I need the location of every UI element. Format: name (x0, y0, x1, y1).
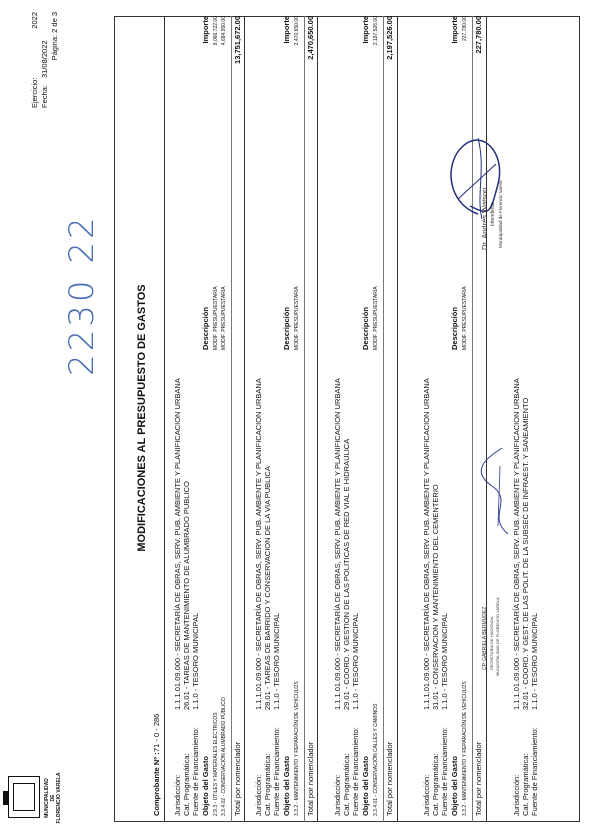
importe-item: 2,470,650.00 (294, 16, 300, 46)
fuente-value: 1.1.0 - TESORO MUNICIPAL (440, 612, 449, 710)
importe-item: 227,780.00 (462, 16, 468, 42)
fuente-label: Fuente de Financiamiento: (191, 727, 200, 816)
jurisdiccion-label: Jurisdicción: (254, 774, 263, 816)
jurisdiccion-label: Jurisdicción: (333, 774, 342, 816)
importe-header: Importe (282, 16, 291, 44)
jurisdiccion-value: 1.1.1.01.09.000 - SECRETARÍA DE OBRAS, SERV. PUB. AMBIENTE Y PLANIFICACION URBANA (254, 378, 263, 710)
fuente-value: 1.1.0 - TESORO MUNICIPAL (530, 612, 539, 710)
jurisdiccion-label: Jurisdicción: (512, 774, 521, 816)
total-label: Total por nomenclador (306, 741, 315, 816)
cat-programatica-value: 28.01 - TAREAS DE BARRIDO Y CONSERVACION DE LA VIA PUBLICA (263, 466, 272, 710)
importe-header: Importe (361, 16, 370, 44)
municipal-logo-icon (8, 776, 40, 818)
comprobante-label: Comprobante Nº : (152, 752, 161, 816)
objeto-header: Objeto del Gasto (282, 755, 291, 816)
objeto-item: 2.9.3 - ÚTILES Y MATERIALES ELÉCTRICOS (213, 712, 219, 816)
page-title: MODIFICACIONES AL PRESUPUESTO DE GASTOS (136, 284, 148, 552)
cat-programatica-label: Cat. Programática: (431, 753, 440, 816)
org-line-1: MUNICIPALIDAD (44, 778, 50, 818)
objeto-header: Objeto del Gasto (450, 755, 459, 816)
cat-programatica-label: Cat. Programática: (263, 753, 272, 816)
org-line-2: DE (50, 794, 56, 802)
cat-programatica-label: Cat. Programática: (342, 753, 351, 816)
jurisdiccion-value: 1.1.1.01.09.000 - SECRETARÍA DE OBRAS, SERV. PUB. AMBIENTE Y PLANIFICACION URBANA (333, 378, 342, 710)
jurisdiccion-value: 1.1.1.01.09.000 - SECRETARÍA DE OBRAS, SERV. PUB. AMBIENTE Y PLANIFICACION URBANA (422, 378, 431, 710)
jurisdiccion-value: 1.1.1.01.09.000 - SECRETARÍA DE OBRAS, SERV. PUB. AMBIENTE Y PLANIFICACION URBANA (173, 378, 182, 710)
cat-programatica-label: Cat. Programática: (521, 753, 530, 816)
descripcion-item: MODIF. PRESUPUESTARIA (213, 286, 219, 350)
total-label: Total por nomenclador (474, 741, 483, 816)
fuente-value: 1.1.0 - TESORO MUNICIPAL (191, 612, 200, 710)
descripcion-header: Descripción (361, 307, 370, 350)
fuente-value: 1.1.0 - TESORO MUNICIPAL (351, 612, 360, 710)
total-value: 2,470,650.00 (306, 16, 315, 60)
objeto-item: 3.3.4.02 - CONSERVACIÓN ALUMBRADO PÚBLICO (221, 697, 227, 816)
org-line-3: FLORENCIO VARELA (56, 772, 62, 824)
total-value: 2,197,526.00 (385, 16, 394, 60)
importe-item: 9,066,722.00 (213, 16, 219, 46)
descripcion-header: Descripción (201, 307, 210, 350)
total-value: 13,751,672.00 (233, 16, 242, 64)
cat-programatica-value: 26.01 - TAREAS DE MANTENIMIENTO DE ALUMBRADO PUBLICO (182, 481, 191, 710)
fuente-label: Fuente de Financiamiento: (530, 727, 539, 816)
cat-programatica-value: 32.01 - COORD. Y GEST. DE LAS POLIT. DE LA SUBSEC DE INFRAEST. Y SANEAMIENTO (521, 397, 530, 710)
divider (164, 16, 165, 822)
ejercicio-label: Ejercicio: (30, 77, 39, 108)
importe-header: Importe (201, 16, 210, 44)
objeto-item: 3.3.2 - MANTENIMIENTO Y REPARACIÓN DE VEHÍCULOS (462, 681, 468, 816)
objeto-header: Objeto del Gasto (361, 755, 370, 816)
importe-item: 2,197,526.00 (373, 16, 379, 46)
fecha-label: Fecha: (40, 85, 49, 108)
jurisdiccion-label: Jurisdicción: (422, 774, 431, 816)
jurisdiccion-value: 1.1.1.01.09.000 - SECRETARÍA DE OBRAS, SERV. PUB. AMBIENTE Y PLANIFICACION URBANA (512, 378, 521, 710)
fecha-value: 31/08/2022 (40, 40, 49, 78)
fuente-value: 1.1.0 - TESORO MUNICIPAL (272, 612, 281, 710)
total-label: Total por nomenclador (233, 741, 242, 816)
signature-right-role: Intendente (490, 202, 496, 226)
cat-programatica-value: 29.01 - COORD. Y GESTION DE LAS POLITICAS DE RED VIAL E HIDRAULICA (342, 438, 351, 710)
ejercicio-value: 2022 (30, 12, 39, 29)
jurisdiccion-label: Jurisdicción: (173, 774, 182, 816)
objeto-item: 3.3.2 - MANTENIMIENTO Y REPARACIÓN DE VEHÍCULOS (294, 681, 300, 816)
descripcion-item: MODIF. PRESUPUESTARIA (462, 286, 468, 350)
total-value: 227,780.00 (474, 16, 483, 54)
descripcion-header: Descripción (450, 307, 459, 350)
importe-item: 4,684,950.00 (221, 16, 227, 46)
descripcion-header: Descripción (282, 307, 291, 350)
signature-left-org: MUNICIPALIDAD DE FLORENCIO VARELA (495, 597, 500, 676)
signature-right-name: Dr. Andrés Watson (480, 187, 489, 250)
fuente-label: Fuente de Financiamiento: (440, 727, 449, 816)
signature-left-name: CP. GABRIELA BERMUDEZ (482, 606, 488, 670)
cat-programatica-label: Cat. Programática: (182, 753, 191, 816)
descripcion-item: MODIF. PRESUPUESTARIA (221, 286, 227, 350)
stamp-number: 2230 22 (62, 214, 102, 376)
objeto-item: 3.3.4.01 - CONSERVACIÓN CALLES Y CAMINOS (373, 703, 379, 816)
cat-programatica-value: 31.01 - CONSERVACION Y MANTENIMIENTO DEL CEMENTERIO (431, 484, 440, 710)
signature-left-scribble-icon (478, 446, 518, 536)
objeto-header: Objeto del Gasto (201, 755, 210, 816)
importe-header: Importe (450, 16, 459, 44)
fuente-label: Fuente de Financiamiento: (272, 727, 281, 816)
signature-left-role: SECRETARIA DE HACIENDA (489, 616, 494, 670)
descripcion-item: MODIF. PRESUPUESTARIA (373, 286, 379, 350)
fuente-label: Fuente de Financiamiento: (351, 727, 360, 816)
comprobante-value: 71 - 0 - 286 (152, 713, 161, 752)
descripcion-item: MODIF. PRESUPUESTARIA (294, 286, 300, 350)
total-label: Total por nomenclador (385, 741, 394, 816)
signature-right-org: Municipalidad de Florencio Varela (498, 180, 503, 248)
page-number: Página: 2 de 3 (50, 12, 59, 61)
